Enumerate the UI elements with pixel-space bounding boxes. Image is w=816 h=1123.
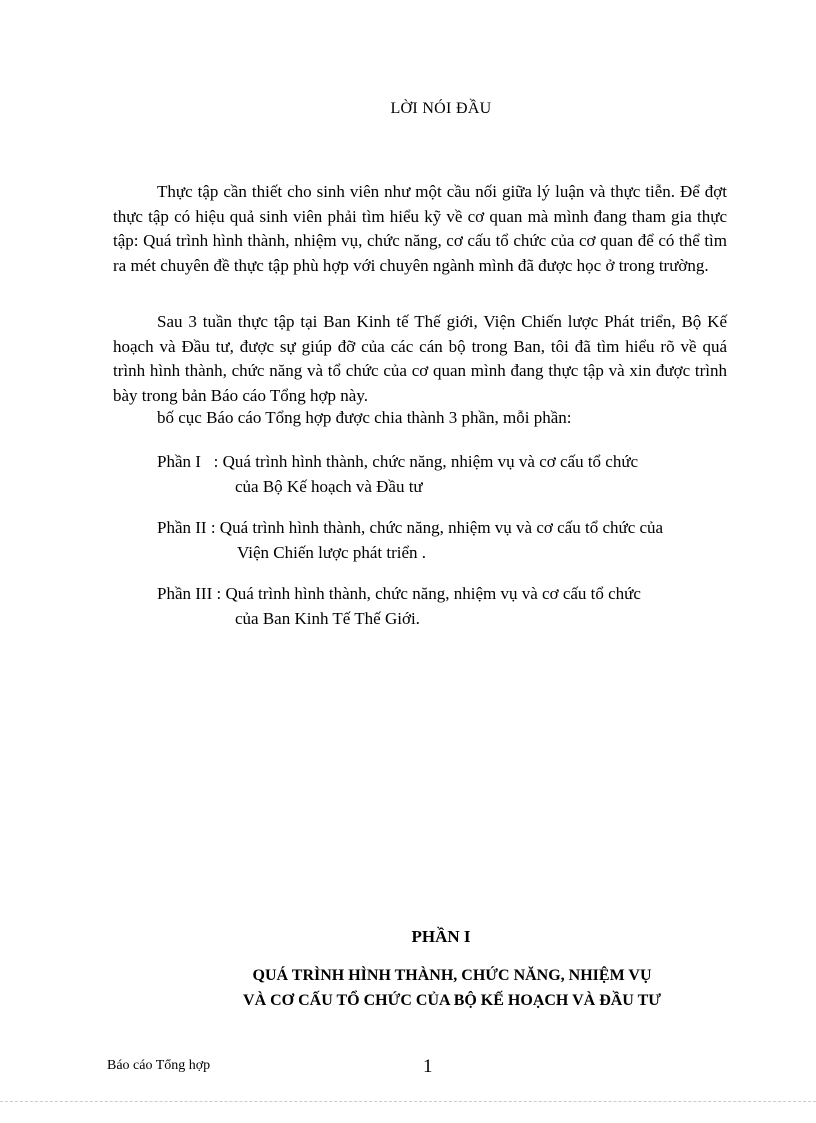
part-description: Quá trình hình thành, chức năng, nhiệm vụ và cơ cấu tổ chức (222, 452, 639, 471)
footer-title: Báo cáo Tổng hợp (107, 1058, 211, 1073)
section-heading: PHẦN I (411, 927, 471, 946)
preface-paragraph: Thực tập cần thiết cho sinh viên như một cầu nối giữa lý luận và thực tiễn. Để đợt thực tập có hiệu quả sinh viên phải tìm hiểu kỹ về cơ quan mà mình đang tham gia thực tập: Quá trình hình thành, nhiệm vụ, chức năng, cơ cấu tổ chức của cơ quan để có thể tìm ra mét chuyên đề thực tập phù hợp với chuyên ngành mình đã được học ở trong trường. (113, 182, 727, 275)
part-label: Phần II : (157, 518, 220, 537)
part-description-continuation: của Ban Kinh Tế Thế Giới. (235, 608, 420, 628)
part-description: Quá trình hình thành, chức năng, nhiệm vụ và cơ cấu tổ chức (225, 584, 641, 603)
part-description-continuation: Viện Chiến lược phát triển . (237, 542, 427, 562)
section-subtitle-line: VÀ CƠ CẤU TỔ CHỨC CỦA BỘ KẾ HOẠCH VÀ ĐẦU TƯ (243, 992, 661, 1009)
part-description-continuation: của Bộ Kế hoạch và Đầu tư (235, 476, 423, 496)
part-label: Phần I : (157, 452, 223, 471)
page-divider (0, 1101, 816, 1102)
page-number: 1 (423, 1056, 433, 1077)
preface-paragraph: Sau 3 tuần thực tập tại Ban Kinh tế Thế giới, Viện Chiến lược Phát triển, Bộ Kế hoạch và Đầu tư, được sự giúp đỡ của các cán bộ trong Ban, tôi đã tìm hiểu rõ về quá trình hình thành, chức năng và tổ chức của cơ quan mình đang thực tập và xin được trình bày trong bản Báo cáo Tổng hợp này. (113, 312, 727, 405)
preface-title: LỜI NÓI ĐẦU (390, 100, 492, 117)
part-description: Quá trình hình thành, chức năng, nhiệm vụ và cơ cấu tổ chức của (219, 518, 664, 537)
part-label: Phần III : (157, 584, 226, 603)
section-subtitle-line: QUÁ TRÌNH HÌNH THÀNH, CHỨC NĂNG, NHIỆM VỤ (252, 967, 652, 984)
part-list-item (157, 450, 727, 499)
part-list-item (157, 582, 727, 631)
preface-paragraph: bố cục Báo cáo Tổng hợp được chia thành 3 phần, mỗi phần: (157, 408, 572, 427)
part-list-item (157, 516, 727, 565)
section-subtitle (0, 963, 816, 1013)
